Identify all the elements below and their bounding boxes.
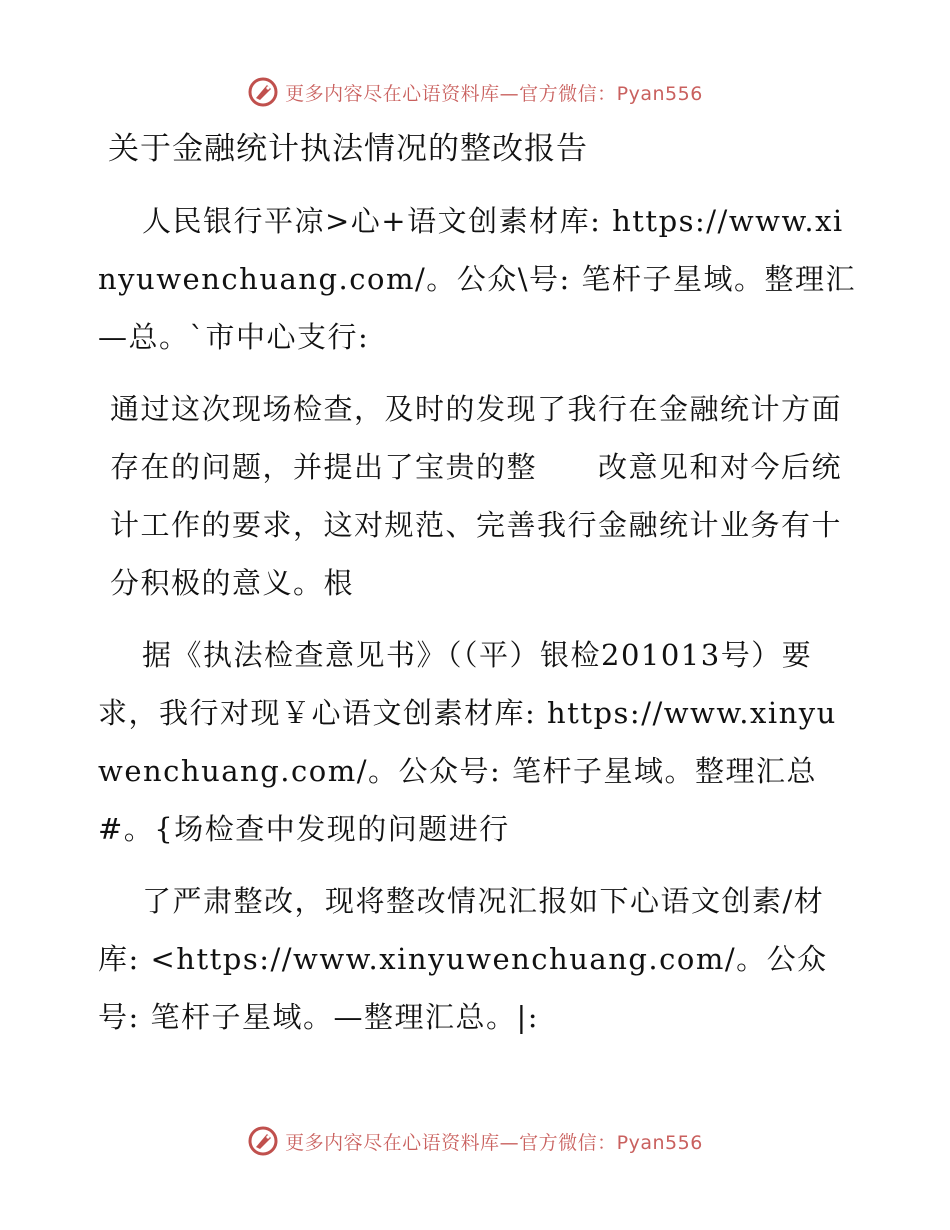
footer-banner-text: 更多内容尽在心语资料库—官方微信：Pyan556 xyxy=(285,1131,703,1154)
footer-banner xyxy=(0,1121,950,1161)
paragraph-3: 据《执法检查意见书》（（平）银检201013号）要求，我行对现￥心语文创素材库: https://www.xinyuwenchuang.com/。公众号: 笔杆子星域。整理汇总#。{场检查中发现的问题进行 xyxy=(98,638,837,846)
document-title: 关于金融统计执法情况的整改报告 xyxy=(108,131,588,167)
document-body xyxy=(98,120,858,1046)
paragraph-2: 通过这次现场检查，及时的发现了我行在金融统计方面存在的问题，并提出了宝贵的整 改意见和对今后统计工作的要求，这对规范、完善我行金融统计业务有十分积极的意义。根 xyxy=(110,392,843,600)
pen-nib-logo-icon xyxy=(247,76,279,108)
paragraph-1: 人民银行平凉>心+语文创素材库: https://www.xinyuwenchuang.com/。公众\号: 笔杆子星域。整理汇—总。`市中心支行: xyxy=(98,204,856,354)
header-banner-text: 更多内容尽在心语资料库—官方微信：Pyan556 xyxy=(285,82,703,105)
pen-nib-logo-icon xyxy=(247,1125,279,1157)
header-banner xyxy=(0,72,950,112)
paragraph-4: 了严肃整改，现将整改情况汇报如下心语文创素/材库: <https://www.xinyuwenchuang.com/。公众号: 笔杆子星域。—整理汇总。|: xyxy=(98,884,828,1034)
